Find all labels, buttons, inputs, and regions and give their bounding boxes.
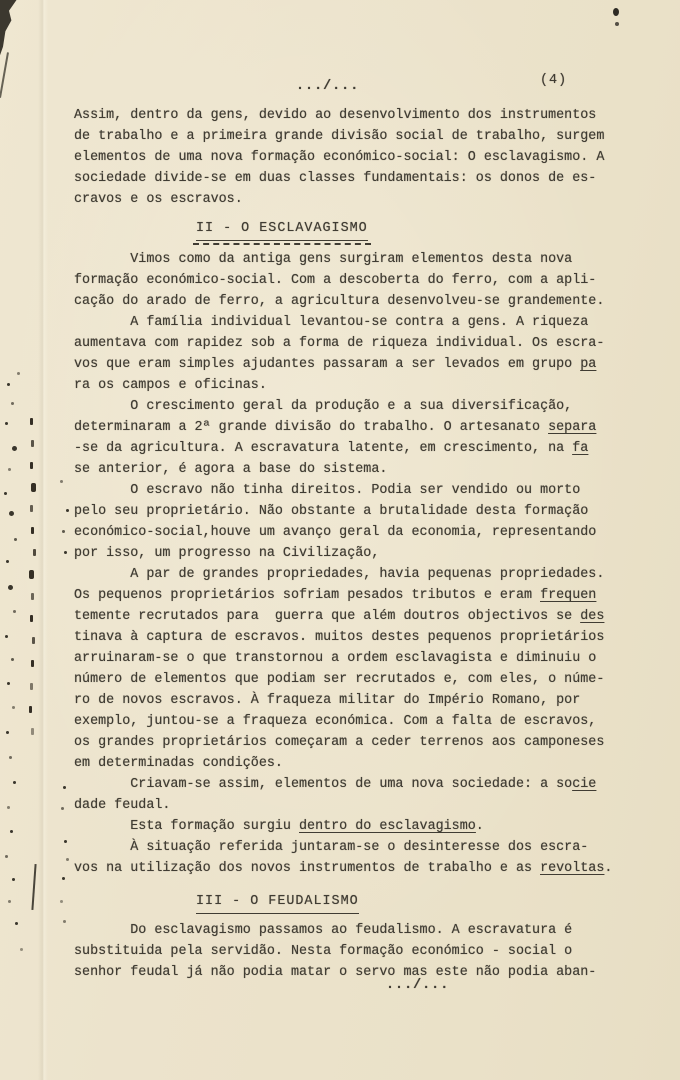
paragraph	[74, 396, 618, 480]
paragraph	[74, 774, 618, 816]
paragraph	[74, 816, 618, 837]
paper-crease	[38, 0, 48, 1080]
paragraph	[74, 249, 618, 312]
text-line: temente recrutados para guerra que além doutros objectivos se des	[74, 609, 605, 624]
ink-spot	[615, 22, 619, 26]
text-line: cravos e os escravos.	[74, 192, 243, 207]
text-line: substituida pela servidão. Nesta formação económico - social o	[74, 944, 573, 959]
text-line: tinava à captura de escravos. muitos destes pequenos proprietários	[74, 630, 605, 645]
paragraph	[74, 837, 618, 879]
text-line: exemplo, juntou-se a fraqueza económica. Com a falta de escravos,	[74, 714, 597, 729]
typewritten-text-block	[74, 73, 618, 1004]
text-line: A família individual levantou-se contra a gens. A riqueza	[74, 315, 589, 330]
text-line: aumentava com rapidez sob a forma de riqueza individual. Os escra-	[74, 336, 605, 351]
text-line: se anterior, é agora a base do sistema.	[74, 462, 388, 477]
paragraph	[74, 480, 618, 564]
text-line: senhor feudal já não podia matar o servo mas este não podia aban-	[74, 965, 597, 980]
text-line: ro de novos escravos. À fraqueza militar do Império Romano, por	[74, 693, 581, 708]
page-footer	[74, 978, 618, 1004]
margin-ink-line	[31, 864, 36, 910]
text-line: económico-social,houve um avanço geral da economia, representando	[74, 525, 597, 540]
text-line: cação do arado de ferro, a agricultura desenvolveu-se grandemente.	[74, 294, 605, 309]
text-line: formação económico-social. Com a descoberta do ferro, com a apli-	[74, 273, 597, 288]
section-heading: II - O ESCLAVAGISMO	[196, 218, 618, 239]
margin-ink-dashes	[0, 0, 3, 7]
text-line: O crescimento geral da produção e a sua diversificação,	[74, 399, 573, 414]
text-line: número de elementos que podiam ser recrutados e, com eles, o núme-	[74, 672, 605, 687]
paragraph	[74, 920, 618, 983]
document-body	[74, 105, 618, 983]
continuation-mark-bottom: .../...	[386, 978, 450, 993]
text-line: Esta formação surgiu dentro do esclavagismo.	[74, 819, 484, 834]
continuation-mark-top: .../...	[296, 79, 360, 94]
text-line: sociedade divide-se em duas classes fundamentais: os donos de es-	[74, 171, 597, 186]
text-line: ra os campos e oficinas.	[74, 378, 267, 393]
text-line: vos que eram simples ajudantes passaram a ser levados em grupo pa	[74, 357, 597, 372]
text-line: Vimos como da antiga gens surgiram elementos desta nova	[74, 252, 573, 267]
text-line: em determinadas condições.	[74, 756, 283, 771]
text-line: de trabalho e a primeira grande divisão social de trabalho, surgem	[74, 129, 605, 144]
text-line: vos na utilização dos novos instrumentos de trabalho e as revoltas.	[74, 861, 613, 876]
text-line: Criavam-se assim, elementos de uma nova sociedade: a socie	[74, 777, 597, 792]
text-line: elementos de uma nova formação económico-social: O esclavagismo. A	[74, 150, 605, 165]
text-line: dade feudal.	[74, 798, 171, 813]
text-line: O escravo não tinha direitos. Podia ser vendido ou morto	[74, 483, 581, 498]
text-line: determinaram a 2ª grande divisão do trabalho. O artesanato separa	[74, 420, 597, 435]
text-line: pelo seu proprietário. Não obstante a brutalidade desta formação	[74, 504, 589, 519]
section-heading: III - O FEUDALISMO	[196, 891, 618, 912]
corner-tear-mark	[0, 0, 30, 60]
ink-spot	[613, 8, 619, 16]
text-line: Do esclavagismo passamos ao feudalismo. A escravatura é	[74, 923, 573, 938]
text-line: arruinaram-se o que transtornou a ordem esclavagista e diminuiu o	[74, 651, 597, 666]
paragraph	[74, 312, 618, 396]
page-number: (4)	[540, 73, 568, 88]
text-line: Assim, dentro da gens, devido ao desenvolvimento dos instrumentos	[74, 108, 597, 123]
text-line: À situação referida juntaram-se o desinteresse dos escra-	[74, 840, 589, 855]
text-line: -se da agricultura. A escravatura latente, em crescimento, na fa	[74, 441, 589, 456]
paragraph	[74, 564, 618, 774]
text-line: os grandes proprietários começaram a ceder terrenos aos camponeses	[74, 735, 605, 750]
text-line: A par de grandes propriedades, havia pequenas propriedades.	[74, 567, 605, 582]
page-header	[74, 73, 618, 97]
corner-scratch-mark	[0, 52, 8, 98]
text-line: por isso, um progresso na Civilização,	[74, 546, 380, 561]
paragraph	[74, 105, 618, 210]
text-line: Os pequenos proprietários sofriam pesados tributos e eram frequen	[74, 588, 597, 603]
